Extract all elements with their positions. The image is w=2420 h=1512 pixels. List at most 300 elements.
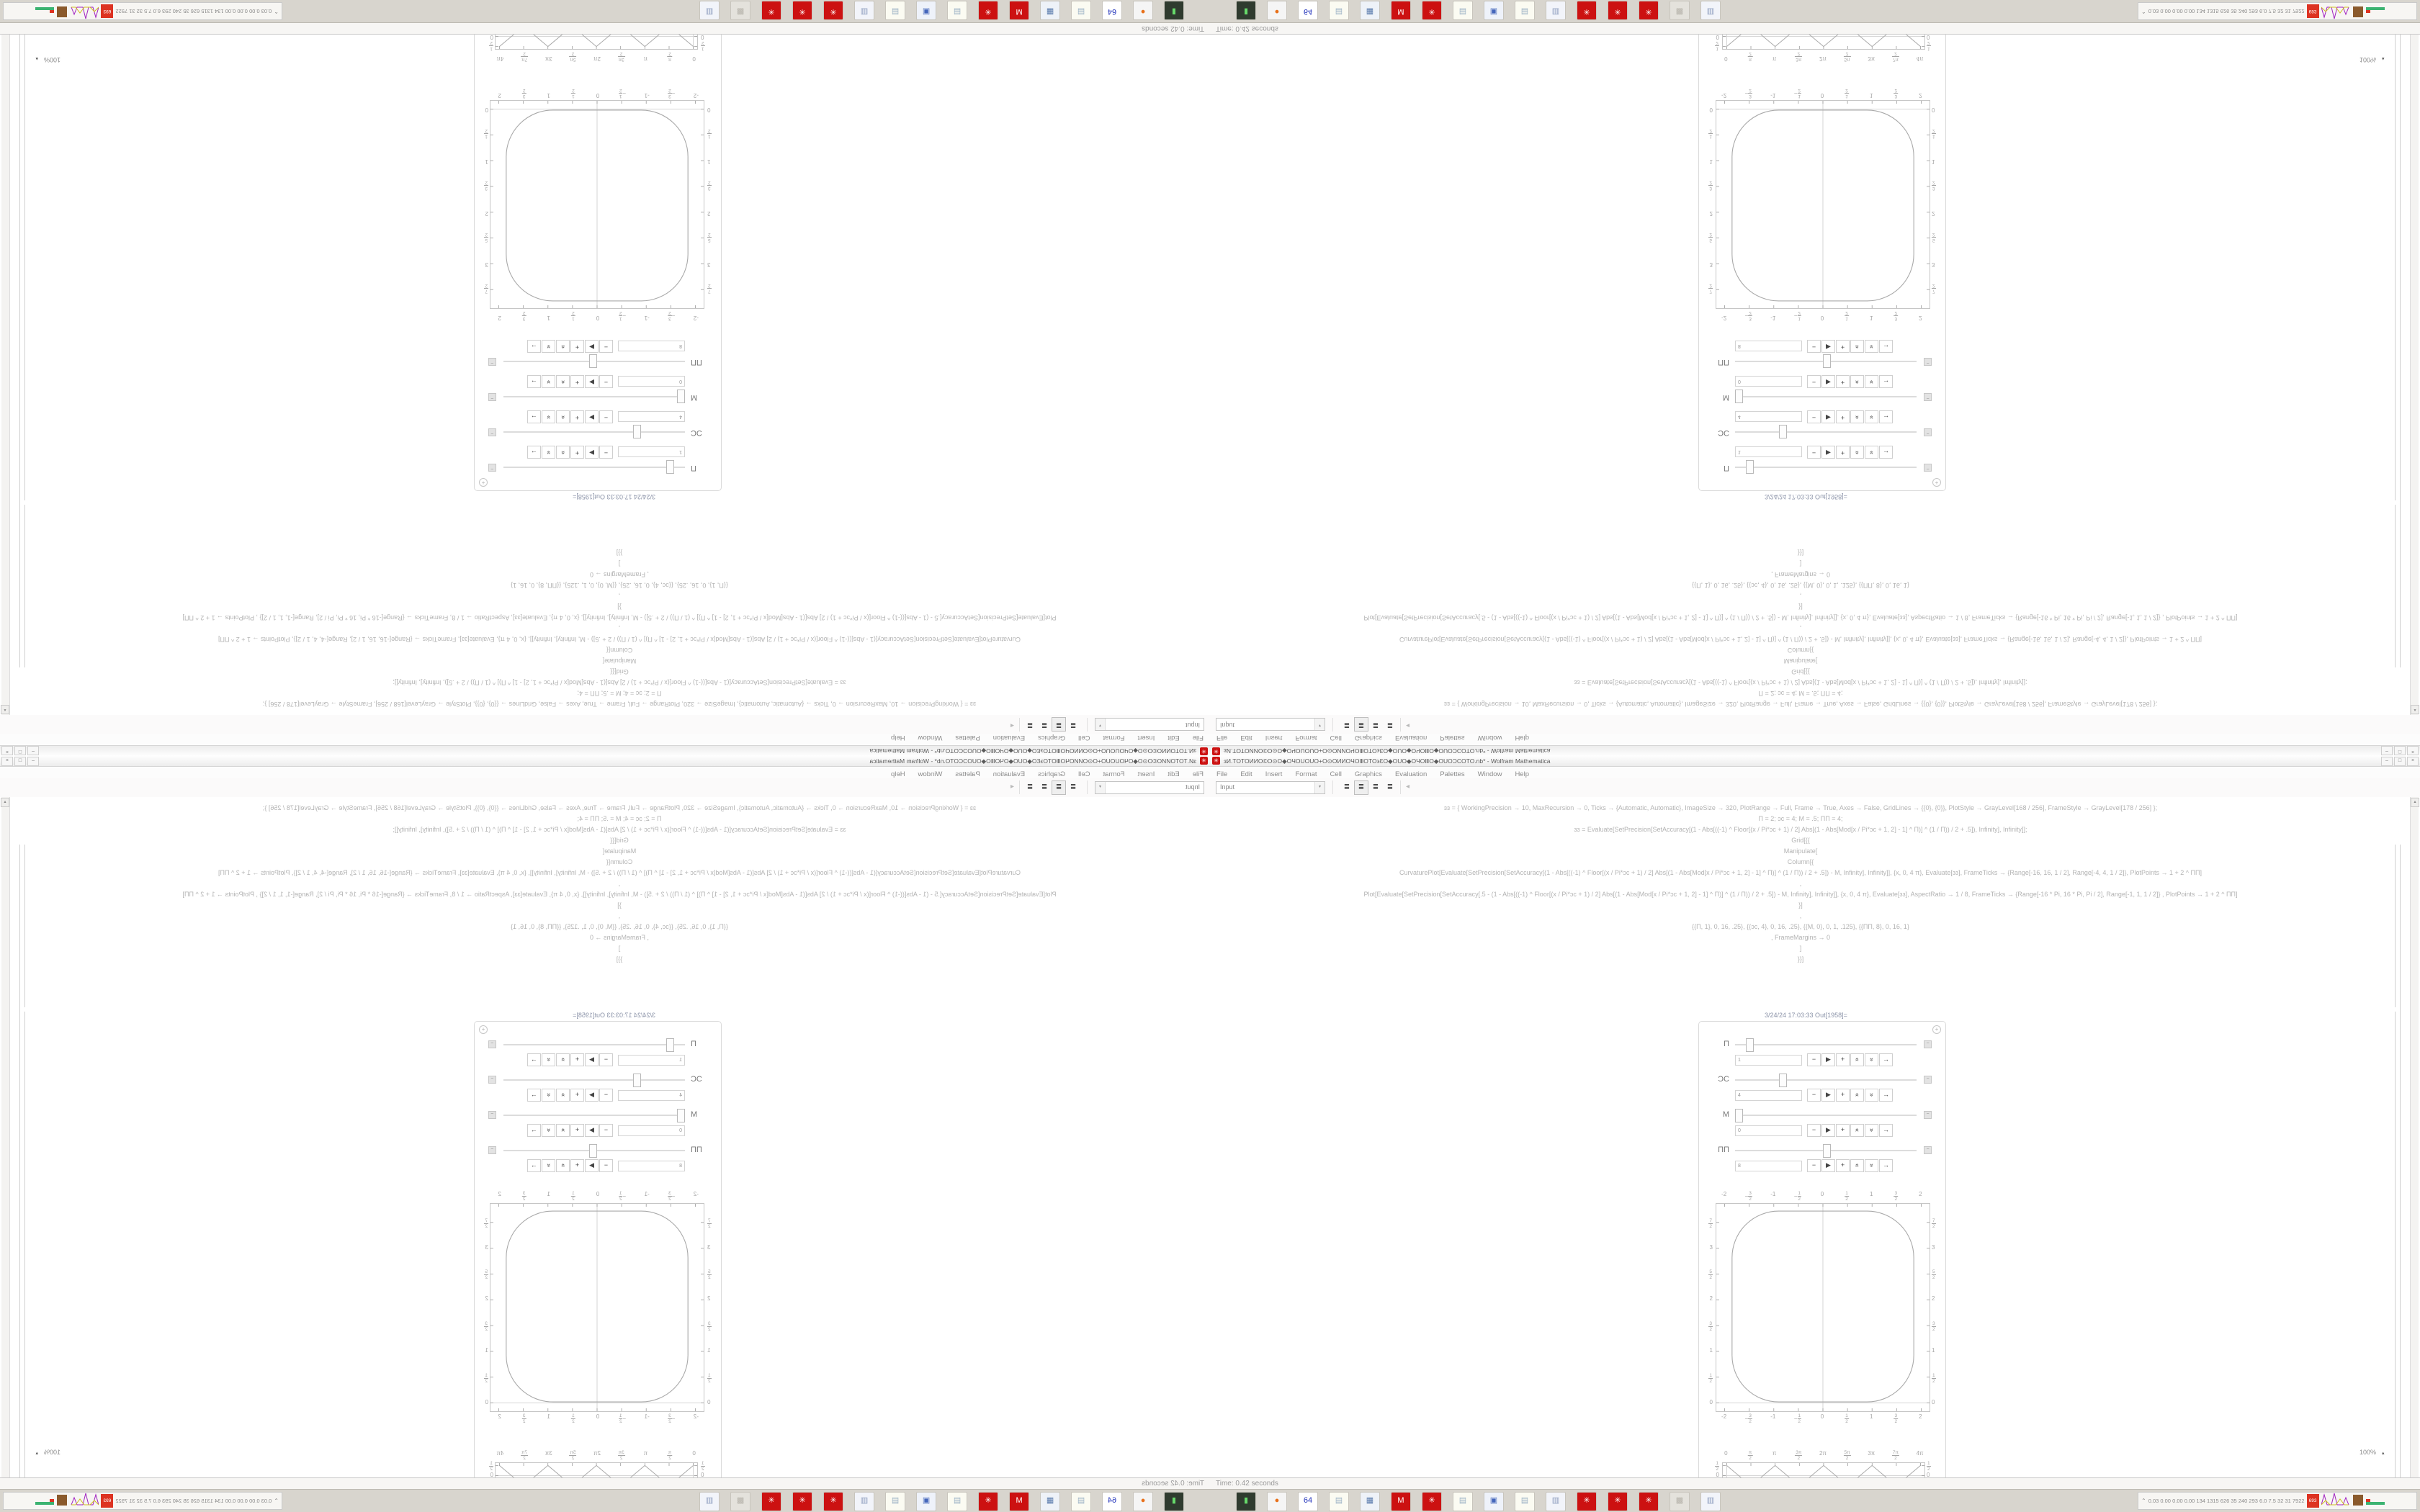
menu-item-insert[interactable]: Insert [1265, 734, 1283, 742]
back-arrow-icon[interactable]: ◂ [1406, 721, 1410, 729]
document-icon[interactable]: ▥ [1546, 1, 1566, 20]
vertical-scrollbar[interactable] [1, 35, 10, 715]
window-icon[interactable]: ▣ [916, 1492, 936, 1511]
hide-control-button[interactable]: − [1924, 464, 1932, 472]
step-up-button[interactable]: + [570, 1053, 584, 1066]
menu-item-file[interactable]: File [1216, 734, 1228, 742]
slider-thumb[interactable] [590, 354, 598, 368]
step-down-button[interactable]: − [599, 1089, 613, 1102]
play-button[interactable]: ▶ [1821, 340, 1835, 353]
menu-item-help[interactable]: Help [1515, 770, 1529, 778]
mathematica-gear-icon[interactable]: ✳ [1422, 1, 1442, 20]
firefox-icon[interactable]: ● [1133, 1, 1153, 20]
menu-item-palettes[interactable]: Palettes [955, 734, 980, 742]
menu-item-graphics[interactable]: Graphics [1354, 770, 1382, 778]
slider-track[interactable] [1735, 1150, 1917, 1151]
notepad-icon[interactable]: ▤ [947, 1, 967, 20]
slider-thumb[interactable] [666, 460, 674, 474]
magnification-indicator[interactable] [2360, 56, 2385, 63]
menu-item-window[interactable]: Window [1477, 734, 1502, 742]
document-icon[interactable]: ▥ [854, 1492, 874, 1511]
slider-track[interactable] [503, 361, 685, 362]
slider-thumb[interactable] [1823, 354, 1831, 368]
menu-item-file[interactable]: File [1192, 770, 1204, 778]
play-button[interactable]: ▶ [585, 446, 599, 459]
window-titlebar[interactable] [0, 745, 1210, 756]
step-up-button[interactable]: + [1836, 1159, 1850, 1172]
menu-item-file[interactable]: File [1192, 734, 1204, 742]
step-down-button[interactable]: − [1807, 1089, 1821, 1102]
step-down-button[interactable]: − [599, 375, 613, 388]
minimize-button[interactable]: – [2381, 746, 2393, 755]
notepad-icon[interactable]: ▤ [1071, 1, 1091, 20]
mathematica-gear-icon[interactable]: ✳ [1639, 1, 1659, 20]
menu-item-file[interactable]: File [1216, 770, 1228, 778]
window-icon[interactable]: ▣ [1484, 1, 1504, 20]
slider-track[interactable] [1735, 361, 1917, 362]
slider-value-field[interactable]: 4 [618, 411, 685, 422]
close-button[interactable]: × [2407, 746, 2419, 755]
disabled-app-icon[interactable]: ▩ [1670, 1492, 1690, 1511]
hide-control-button[interactable]: − [488, 464, 496, 472]
notebook-area[interactable] [1210, 35, 2420, 715]
step-down-button[interactable]: − [1807, 340, 1821, 353]
slider-track[interactable] [503, 1044, 685, 1045]
terminal-icon[interactable]: ▮ [1236, 1492, 1256, 1511]
minimize-button[interactable]: – [27, 746, 39, 755]
slider-thumb[interactable] [633, 1074, 641, 1087]
menu-item-graphics[interactable]: Graphics [1038, 770, 1066, 778]
notebook-area[interactable] [0, 797, 1210, 1477]
mathematica-gear-icon[interactable]: ✳ [792, 1, 812, 20]
window-icon[interactable]: ▣ [916, 1, 936, 20]
faster-button[interactable]: » [542, 340, 555, 353]
step-up-button[interactable]: + [1836, 1124, 1850, 1137]
mathematica-m-icon[interactable]: M [1391, 1, 1411, 20]
menu-item-window[interactable]: Window [918, 770, 943, 778]
slider-thumb[interactable] [633, 425, 641, 438]
justify-left-button[interactable]: ≣ [1343, 721, 1350, 729]
slower-button[interactable]: « [1850, 1159, 1864, 1172]
play-button[interactable]: ▶ [1821, 1159, 1835, 1172]
step-up-button[interactable]: + [1836, 446, 1850, 459]
mathematica-gear-icon[interactable]: ✳ [1639, 1492, 1659, 1511]
menu-item-cell[interactable]: Cell [1330, 734, 1342, 742]
slider-value-field[interactable]: 8 [1735, 341, 1802, 351]
forward-button[interactable]: → [527, 410, 541, 423]
step-down-button[interactable]: − [1807, 1159, 1821, 1172]
cell-group-bracket[interactable] [2400, 845, 2401, 1510]
scroll-up-icon[interactable]: ▴ [2411, 798, 2419, 807]
forward-button[interactable]: → [1879, 375, 1893, 388]
justify-full-button[interactable]: ≣ [1386, 783, 1394, 791]
vertical-scrollbar[interactable] [2410, 35, 2419, 715]
step-down-button[interactable]: − [599, 410, 613, 423]
calculator-icon[interactable]: ▦ [1040, 1492, 1060, 1511]
slider-value-field[interactable]: 0 [618, 1125, 685, 1136]
slider-thumb[interactable] [1779, 1074, 1787, 1087]
hide-control-button[interactable]: − [488, 1076, 496, 1084]
hide-control-button[interactable]: − [488, 358, 496, 366]
forward-button[interactable]: → [527, 1053, 541, 1066]
mathematica-gear-icon[interactable]: ✳ [792, 1492, 812, 1511]
calculator-icon[interactable]: ▦ [1360, 1492, 1380, 1511]
minimize-button[interactable]: – [2381, 757, 2393, 766]
step-up-button[interactable]: + [570, 1124, 584, 1137]
play-button[interactable]: ▶ [585, 340, 599, 353]
slider-thumb[interactable] [1779, 425, 1787, 438]
menu-item-edit[interactable]: Edit [1240, 734, 1252, 742]
notepad-icon[interactable]: ▤ [1071, 1492, 1091, 1511]
system-monitor-tray[interactable] [2138, 2, 2417, 20]
menu-item-format[interactable]: Format [1103, 770, 1125, 778]
cell-style-dropdown[interactable] [1095, 781, 1204, 794]
justify-center-button[interactable]: ≣ [1354, 780, 1368, 795]
document-icon[interactable]: ▥ [699, 1, 720, 20]
play-button[interactable]: ▶ [585, 1124, 599, 1137]
notebook-area[interactable] [1210, 797, 2420, 1477]
play-button[interactable]: ▶ [1821, 1124, 1835, 1137]
terminal-icon[interactable]: ▮ [1236, 1, 1256, 20]
step-up-button[interactable]: + [1836, 375, 1850, 388]
step-up-button[interactable]: + [1836, 1089, 1850, 1102]
maximize-button[interactable]: □ [2394, 746, 2406, 755]
mathematica-gear-icon[interactable]: ✳ [1608, 1, 1628, 20]
mathematica-gear-icon[interactable]: ✳ [823, 1492, 843, 1511]
step-down-button[interactable]: − [1807, 1124, 1821, 1137]
system-monitor-tray[interactable] [3, 2, 282, 20]
magnification-indicator[interactable] [35, 56, 60, 63]
forward-button[interactable]: → [527, 340, 541, 353]
maximize-button[interactable]: □ [14, 746, 26, 755]
document-icon[interactable]: ▥ [699, 1492, 720, 1511]
faster-button[interactable]: » [542, 1053, 555, 1066]
slider-track[interactable] [1735, 1115, 1917, 1116]
menu-item-edit[interactable]: Edit [1168, 770, 1180, 778]
cell-style-dropdown[interactable] [1095, 718, 1204, 731]
play-button[interactable]: ▶ [585, 1053, 599, 1066]
slider-value-field[interactable]: 1 [1735, 446, 1802, 457]
document-icon[interactable]: ▥ [1546, 1492, 1566, 1511]
mathematica-gear-icon[interactable]: ✳ [1577, 1, 1597, 20]
menu-item-cell[interactable]: Cell [1330, 770, 1342, 778]
manipulate-options-icon[interactable]: + [479, 478, 488, 487]
slower-button[interactable]: « [1850, 1124, 1864, 1137]
step-up-button[interactable]: + [570, 446, 584, 459]
hide-control-button[interactable]: − [488, 393, 496, 401]
faster-button[interactable]: » [1865, 446, 1878, 459]
menu-item-cell[interactable]: Cell [1078, 770, 1090, 778]
notebook-area[interactable] [0, 35, 1210, 715]
mathematica-gear-icon[interactable]: ✳ [761, 1, 781, 20]
chevron-down-icon[interactable]: ▾ [1095, 782, 1106, 793]
slower-button[interactable]: « [556, 446, 570, 459]
cell-bracket[interactable] [2395, 845, 2396, 1007]
menu-item-insert[interactable]: Insert [1265, 770, 1283, 778]
justify-right-button[interactable]: ≣ [1372, 783, 1379, 791]
notepad-icon[interactable]: ▤ [1453, 1, 1473, 20]
justify-left-button[interactable]: ≣ [1343, 783, 1350, 791]
slower-button[interactable]: « [556, 410, 570, 423]
mathematica-m-icon[interactable]: M [1009, 1, 1029, 20]
back-arrow-icon[interactable]: ◂ [1010, 721, 1014, 729]
forward-button[interactable]: → [527, 1089, 541, 1102]
close-button[interactable]: × [2407, 757, 2419, 766]
slider-track[interactable] [1735, 1079, 1917, 1081]
manipulate-options-icon[interactable]: + [479, 1025, 488, 1034]
cell-group-bracket[interactable] [2400, 2, 2401, 667]
hide-control-button[interactable]: − [1924, 428, 1932, 436]
step-up-button[interactable]: + [570, 410, 584, 423]
slider-value-field[interactable]: 8 [618, 1161, 685, 1171]
step-down-button[interactable]: − [599, 1053, 613, 1066]
cell-group-bracket[interactable] [19, 845, 20, 1510]
slider-track[interactable] [503, 431, 685, 433]
minimize-button[interactable]: – [27, 757, 39, 766]
slider-value-field[interactable]: 4 [1735, 411, 1802, 422]
window-titlebar[interactable] [0, 756, 1210, 767]
forward-button[interactable]: → [1879, 1159, 1893, 1172]
slider-thumb[interactable] [1823, 1144, 1831, 1158]
slower-button[interactable]: « [556, 1089, 570, 1102]
notepad-icon[interactable]: ▤ [947, 1492, 967, 1511]
play-button[interactable]: ▶ [1821, 1053, 1835, 1066]
step-down-button[interactable]: − [1807, 1053, 1821, 1066]
system-monitor-tray[interactable] [3, 1492, 282, 1510]
step-up-button[interactable]: + [1836, 1053, 1850, 1066]
slider-track[interactable] [1735, 431, 1917, 433]
justify-left-button[interactable]: ≣ [1070, 783, 1077, 791]
forward-button[interactable]: → [527, 446, 541, 459]
step-down-button[interactable]: − [1807, 410, 1821, 423]
cell-style-dropdown[interactable] [1216, 718, 1325, 731]
menu-item-evaluation[interactable]: Evaluation [992, 734, 1026, 742]
code-cell[interactable] [1210, 803, 2391, 965]
hide-control-button[interactable]: − [1924, 358, 1932, 366]
slider-value-field[interactable]: 0 [1735, 376, 1802, 387]
firefox-icon[interactable]: ● [1267, 1, 1287, 20]
slider-track[interactable] [1735, 1044, 1917, 1045]
menu-item-help[interactable]: Help [1515, 734, 1529, 742]
cell-group-bracket[interactable] [19, 2, 20, 667]
chevron-down-icon[interactable]: ▾ [1314, 782, 1325, 793]
justify-center-button[interactable]: ≣ [1052, 780, 1066, 795]
menu-item-graphics[interactable]: Graphics [1354, 734, 1382, 742]
play-button[interactable]: ▶ [1821, 1089, 1835, 1102]
mathematica-gear-icon[interactable]: ✳ [1608, 1492, 1628, 1511]
mathematica-m-icon[interactable]: M [1391, 1492, 1411, 1511]
menu-item-insert[interactable]: Insert [1137, 734, 1155, 742]
slower-button[interactable]: « [1850, 1089, 1864, 1102]
slider-track[interactable] [503, 467, 685, 468]
slider-track[interactable] [1735, 467, 1917, 468]
notepad-icon[interactable]: ▤ [1329, 1, 1349, 20]
play-button[interactable]: ▶ [585, 1089, 599, 1102]
firefox-icon[interactable]: ● [1133, 1492, 1153, 1511]
calculator-icon[interactable]: ▦ [1360, 1, 1380, 20]
faster-button[interactable]: » [542, 410, 555, 423]
window-titlebar[interactable] [1210, 745, 2420, 756]
close-button[interactable]: × [1, 757, 13, 766]
menu-item-edit[interactable]: Edit [1240, 770, 1252, 778]
slider-value-field[interactable]: 1 [618, 1055, 685, 1066]
faster-button[interactable]: » [1865, 340, 1878, 353]
terminal-icon[interactable]: ▮ [1164, 1492, 1184, 1511]
hide-control-button[interactable]: − [1924, 1040, 1932, 1048]
slider-track[interactable] [503, 1079, 685, 1081]
floppy-64-icon[interactable]: 64 [1298, 1492, 1318, 1511]
faster-button[interactable]: » [1865, 1159, 1878, 1172]
menu-item-help[interactable]: Help [891, 734, 905, 742]
slower-button[interactable]: « [556, 375, 570, 388]
slower-button[interactable]: « [1850, 446, 1864, 459]
cell-bracket[interactable] [2395, 2, 2396, 500]
document-icon[interactable]: ▥ [854, 1, 874, 20]
notepad-icon[interactable]: ▤ [885, 1, 905, 20]
play-button[interactable]: ▶ [1821, 375, 1835, 388]
step-down-button[interactable]: − [599, 340, 613, 353]
slider-track[interactable] [1735, 396, 1917, 397]
slider-track[interactable] [503, 396, 685, 397]
chevron-down-icon[interactable]: ▾ [1314, 719, 1325, 730]
step-up-button[interactable]: + [1836, 410, 1850, 423]
slider-thumb[interactable] [590, 1144, 598, 1158]
slider-track[interactable] [503, 1115, 685, 1116]
forward-button[interactable]: → [1879, 1089, 1893, 1102]
justify-right-button[interactable]: ≣ [1041, 721, 1048, 729]
menu-item-graphics[interactable]: Graphics [1038, 734, 1066, 742]
menu-item-evaluation[interactable]: Evaluation [1394, 734, 1428, 742]
forward-button[interactable]: → [527, 1124, 541, 1137]
disabled-app-icon[interactable]: ▩ [1670, 1, 1690, 20]
play-button[interactable]: ▶ [1821, 410, 1835, 423]
mathematica-gear-icon[interactable]: ✳ [978, 1, 998, 20]
floppy-64-icon[interactable]: 64 [1298, 1, 1318, 20]
slider-value-field[interactable]: 0 [618, 376, 685, 387]
menu-item-insert[interactable]: Insert [1137, 770, 1155, 778]
step-up-button[interactable]: + [570, 375, 584, 388]
step-down-button[interactable]: − [1807, 446, 1821, 459]
calculator-icon[interactable]: ▦ [1040, 1, 1060, 20]
slider-value-field[interactable]: 8 [618, 341, 685, 351]
forward-button[interactable]: → [527, 375, 541, 388]
mathematica-gear-icon[interactable]: ✳ [1577, 1492, 1597, 1511]
faster-button[interactable]: » [542, 446, 555, 459]
play-button[interactable]: ▶ [585, 1159, 599, 1172]
disabled-app-icon[interactable]: ▩ [730, 1, 750, 20]
faster-button[interactable]: » [1865, 1124, 1878, 1137]
play-button[interactable]: ▶ [1821, 446, 1835, 459]
manipulate-options-icon[interactable]: + [1932, 478, 1941, 487]
back-arrow-icon[interactable]: ◂ [1406, 783, 1410, 791]
document-icon[interactable]: ▥ [1700, 1492, 1721, 1511]
justify-left-button[interactable]: ≣ [1070, 721, 1077, 729]
slider-value-field[interactable]: 4 [618, 1090, 685, 1101]
slider-value-field[interactable]: 0 [1735, 1125, 1802, 1136]
slower-button[interactable]: « [556, 340, 570, 353]
system-monitor-tray[interactable] [2138, 1492, 2417, 1510]
menu-item-palettes[interactable]: Palettes [1440, 734, 1465, 742]
step-down-button[interactable]: − [599, 1159, 613, 1172]
notepad-icon[interactable]: ▤ [1453, 1492, 1473, 1511]
cell-bracket[interactable] [24, 2, 25, 500]
disabled-app-icon[interactable]: ▩ [730, 1492, 750, 1511]
forward-button[interactable]: → [1879, 446, 1893, 459]
code-cell[interactable] [29, 803, 1210, 965]
justify-full-button[interactable]: ≣ [1026, 721, 1034, 729]
faster-button[interactable]: » [542, 1124, 555, 1137]
cell-bracket[interactable] [24, 1012, 25, 1510]
scroll-up-icon[interactable]: ▴ [1, 798, 9, 807]
step-up-button[interactable]: + [570, 340, 584, 353]
faster-button[interactable]: » [1865, 410, 1878, 423]
justify-right-button[interactable]: ≣ [1041, 783, 1048, 791]
mathematica-m-icon[interactable]: M [1009, 1492, 1029, 1511]
forward-button[interactable]: → [1879, 410, 1893, 423]
slider-thumb[interactable] [677, 390, 685, 403]
menu-item-format[interactable]: Format [1295, 734, 1317, 742]
window-titlebar[interactable] [1210, 756, 2420, 767]
forward-button[interactable]: → [1879, 1053, 1893, 1066]
menu-item-cell[interactable]: Cell [1078, 734, 1090, 742]
slider-value-field[interactable]: 8 [1735, 1161, 1802, 1171]
forward-button[interactable]: → [1879, 1124, 1893, 1137]
menu-item-format[interactable]: Format [1103, 734, 1125, 742]
step-up-button[interactable]: + [1836, 340, 1850, 353]
menu-item-format[interactable]: Format [1295, 770, 1317, 778]
justify-center-button[interactable]: ≣ [1354, 717, 1368, 732]
magnification-indicator[interactable] [35, 1449, 60, 1456]
slider-thumb[interactable] [1735, 1109, 1743, 1122]
menu-item-help[interactable]: Help [891, 770, 905, 778]
hide-control-button[interactable]: − [1924, 1111, 1932, 1119]
notepad-icon[interactable]: ▤ [1329, 1492, 1349, 1511]
document-icon[interactable]: ▥ [1700, 1, 1721, 20]
slider-value-field[interactable]: 4 [1735, 1090, 1802, 1101]
cell-style-dropdown[interactable] [1216, 781, 1325, 794]
menu-item-evaluation[interactable]: Evaluation [992, 770, 1026, 778]
floppy-64-icon[interactable]: 64 [1102, 1, 1122, 20]
justify-full-button[interactable]: ≣ [1026, 783, 1034, 791]
justify-center-button[interactable]: ≣ [1052, 717, 1066, 732]
slower-button[interactable]: « [1850, 410, 1864, 423]
faster-button[interactable]: » [1865, 375, 1878, 388]
faster-button[interactable]: » [542, 1159, 555, 1172]
slower-button[interactable]: « [1850, 340, 1864, 353]
menu-item-palettes[interactable]: Palettes [1440, 770, 1465, 778]
cell-bracket[interactable] [2395, 1012, 2396, 1510]
slower-button[interactable]: « [556, 1124, 570, 1137]
faster-button[interactable]: » [542, 1089, 555, 1102]
scroll-up-icon[interactable]: ▴ [1, 705, 9, 714]
step-up-button[interactable]: + [570, 1089, 584, 1102]
slower-button[interactable]: « [556, 1159, 570, 1172]
code-cell[interactable] [29, 547, 1210, 709]
maximize-button[interactable]: □ [2394, 757, 2406, 766]
slider-thumb[interactable] [666, 1038, 674, 1052]
faster-button[interactable]: » [542, 375, 555, 388]
play-button[interactable]: ▶ [585, 410, 599, 423]
maximize-button[interactable]: □ [14, 757, 26, 766]
menu-item-evaluation[interactable]: Evaluation [1394, 770, 1428, 778]
hide-control-button[interactable]: − [1924, 1146, 1932, 1154]
slower-button[interactable]: « [1850, 375, 1864, 388]
cell-bracket[interactable] [24, 845, 25, 1007]
code-cell[interactable] [1210, 547, 2391, 709]
step-down-button[interactable]: − [599, 446, 613, 459]
floppy-64-icon[interactable]: 64 [1102, 1492, 1122, 1511]
forward-button[interactable]: → [527, 1159, 541, 1172]
